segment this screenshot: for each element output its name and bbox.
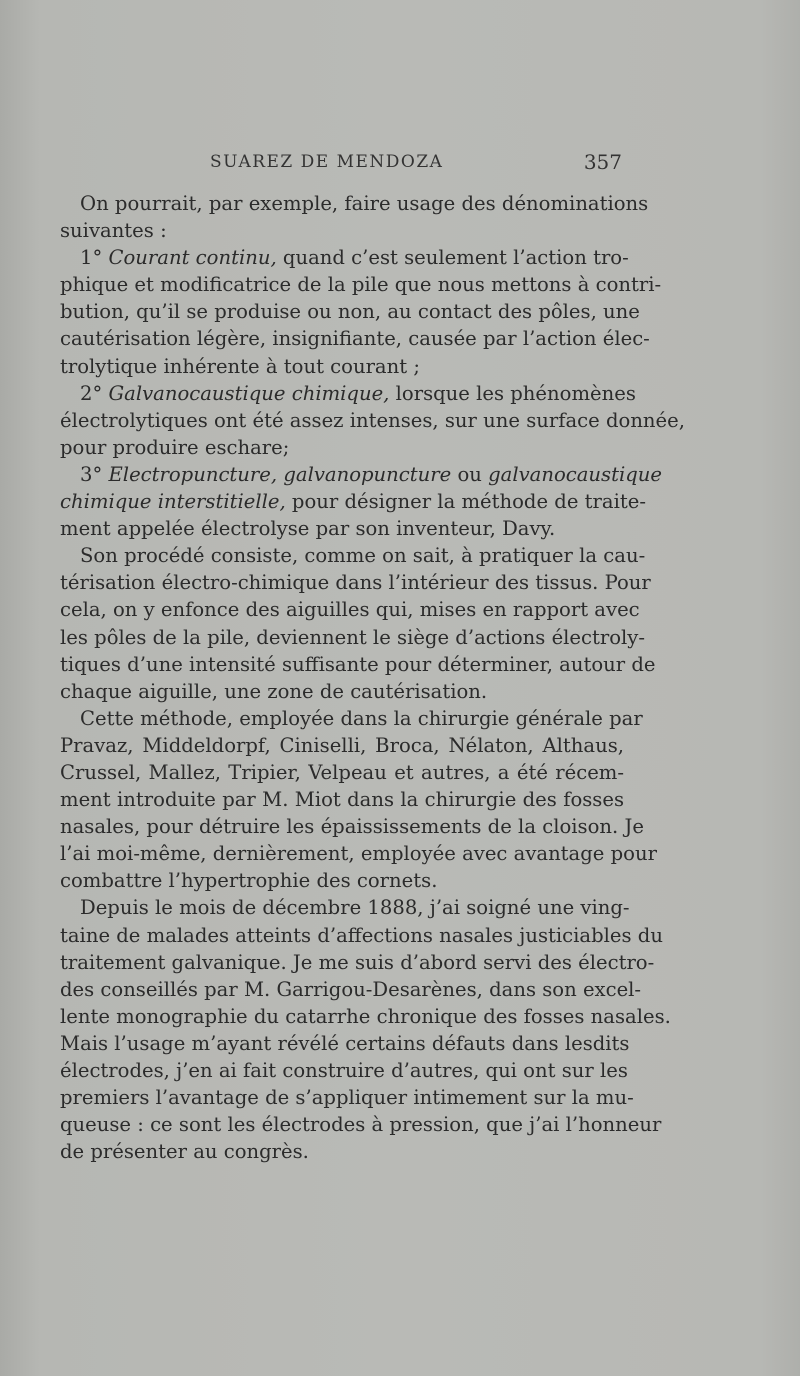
text-run: Pravaz, Middeldorpf, Ciniselli, Broca, Nélaton, Althaus, (60, 733, 624, 757)
text-line (60, 732, 624, 759)
text-line (60, 298, 640, 325)
text-run: cautérisation légère, insignifiante, causée par l’action élec- (60, 327, 650, 351)
text-run: cela, on y enfonce des aiguilles qui, mises en rapport avec (60, 598, 640, 622)
text-line (60, 976, 642, 1003)
text-line (60, 1003, 671, 1030)
text-run: ou (451, 462, 489, 486)
text-line (60, 894, 630, 921)
text-run: de présenter au congrès. (60, 1140, 309, 1164)
text-run: bution, qu’il se produise ou non, au contact des pôles, une (60, 300, 640, 324)
running-head: SUAREZ DE MENDOZA (210, 152, 444, 172)
italic-text-run: Electropuncture, galvanopuncture (108, 462, 452, 486)
text-line (60, 949, 655, 976)
text-line (60, 380, 636, 407)
text-run: On pourrait, par exemple, faire usage des dénominations (80, 192, 649, 215)
text-line (60, 461, 662, 488)
text-run: tiques d’une intensité suffisante pour déterminer, autour de (60, 652, 656, 676)
text-run: trolytique inhérente à tout courant ; (60, 354, 420, 378)
text-line (60, 217, 624, 244)
text-line (60, 759, 624, 786)
text-run: l’ai moi-même, dernièrement, employée avec avantage pour (60, 842, 657, 866)
text-run: nasales, pour détruire les épaississements de la cloison. Je (60, 815, 644, 839)
text-line (60, 678, 624, 705)
text-run: phique et modificatrice de la pile que nous mettons à contri- (60, 273, 662, 297)
text-run: Mais l’usage m’ayant révélé certains défauts dans lesdits (60, 1031, 630, 1055)
text-line (60, 190, 649, 217)
text-run: lente monographie du catarrhe chronique des fosses nasales. (60, 1004, 671, 1028)
text-run: électrolytiques ont été assez intenses, sur une surface donnée, (60, 408, 685, 432)
text-line (60, 651, 656, 678)
text-line (60, 624, 645, 651)
text-line (60, 407, 685, 434)
text-run: queuse : ce sont les électrodes à pression, que j’ai l’honneur (60, 1113, 662, 1137)
text-line (60, 705, 643, 732)
page-number: 357 (583, 150, 622, 174)
text-run: combattre l’hypertrophie des cornets. (60, 869, 438, 893)
italic-text-run: Courant continu, (108, 246, 277, 270)
text-line (60, 569, 651, 596)
text-run: 2° (80, 381, 109, 405)
text-run: Depuis le mois de décembre 1888, j’ai soigné une ving- (80, 896, 630, 920)
text-line (60, 813, 644, 840)
text-run: 1° (80, 246, 109, 270)
italic-text-run: Galvanocaustique chimique, (108, 381, 390, 405)
text-line (60, 271, 662, 298)
text-run: pour produire eschare; (60, 435, 290, 459)
text-run: Son procédé consiste, comme on sait, à pratiquer la cau- (80, 544, 646, 568)
text-line (60, 1030, 630, 1057)
text-line (60, 1057, 628, 1084)
body-text (60, 190, 685, 1165)
italic-text-run: chimique interstitielle, (60, 490, 286, 514)
text-line (60, 325, 650, 352)
text-line (60, 786, 624, 813)
text-run: les pôles de la pile, deviennent le siège d’actions électroly- (60, 625, 645, 649)
text-run: taine de malades atteints d’affections nasales justiciables du (60, 923, 663, 947)
text-line (60, 434, 624, 461)
text-run: térisation électro-chimique dans l’intérieur des tissus. Pour (60, 571, 651, 595)
text-line (60, 488, 646, 515)
text-run: ment appelée électrolyse par son inventeur, Davy. (60, 517, 556, 541)
text-line (60, 1084, 634, 1111)
text-run: traitement galvanique. Je me suis d’abord servi des électro- (60, 950, 655, 974)
text-line (60, 1138, 624, 1165)
text-line (60, 542, 646, 569)
text-run: pour désigner la méthode de traite- (285, 490, 646, 514)
text-line (60, 840, 657, 867)
text-run: Crussel, Mallez, Tripier, Velpeau et autres, a été récem- (60, 760, 624, 784)
text-line (60, 515, 624, 542)
text-run: premiers l’avantage de s’appliquer intimement sur la mu- (60, 1086, 634, 1110)
text-line (60, 867, 624, 894)
text-run: suivantes : (60, 219, 167, 243)
text-run: chaque aiguille, une zone de cautérisation. (60, 679, 488, 703)
text-line (60, 922, 663, 949)
text-run: quand c’est seulement l’action tro- (276, 246, 629, 270)
page-header (62, 150, 622, 178)
text-run: Cette méthode, employée dans la chirurgie générale par (80, 706, 643, 730)
text-run: lorsque les phénomènes (389, 381, 636, 405)
italic-text-run: galvanocaustique (488, 462, 662, 486)
text-line (60, 1111, 662, 1138)
text-run: des conseillés par M. Garrigou-Desarènes, dans son excel- (60, 977, 642, 1001)
text-run: ment introduite par M. Miot dans la chirurgie des fosses (60, 788, 624, 812)
text-run: 3° (80, 462, 109, 486)
text-line (60, 244, 629, 271)
text-run: électrodes, j’en ai fait construire d’autres, qui ont sur les (60, 1059, 628, 1082)
text-line (60, 596, 640, 623)
text-line (60, 353, 624, 380)
